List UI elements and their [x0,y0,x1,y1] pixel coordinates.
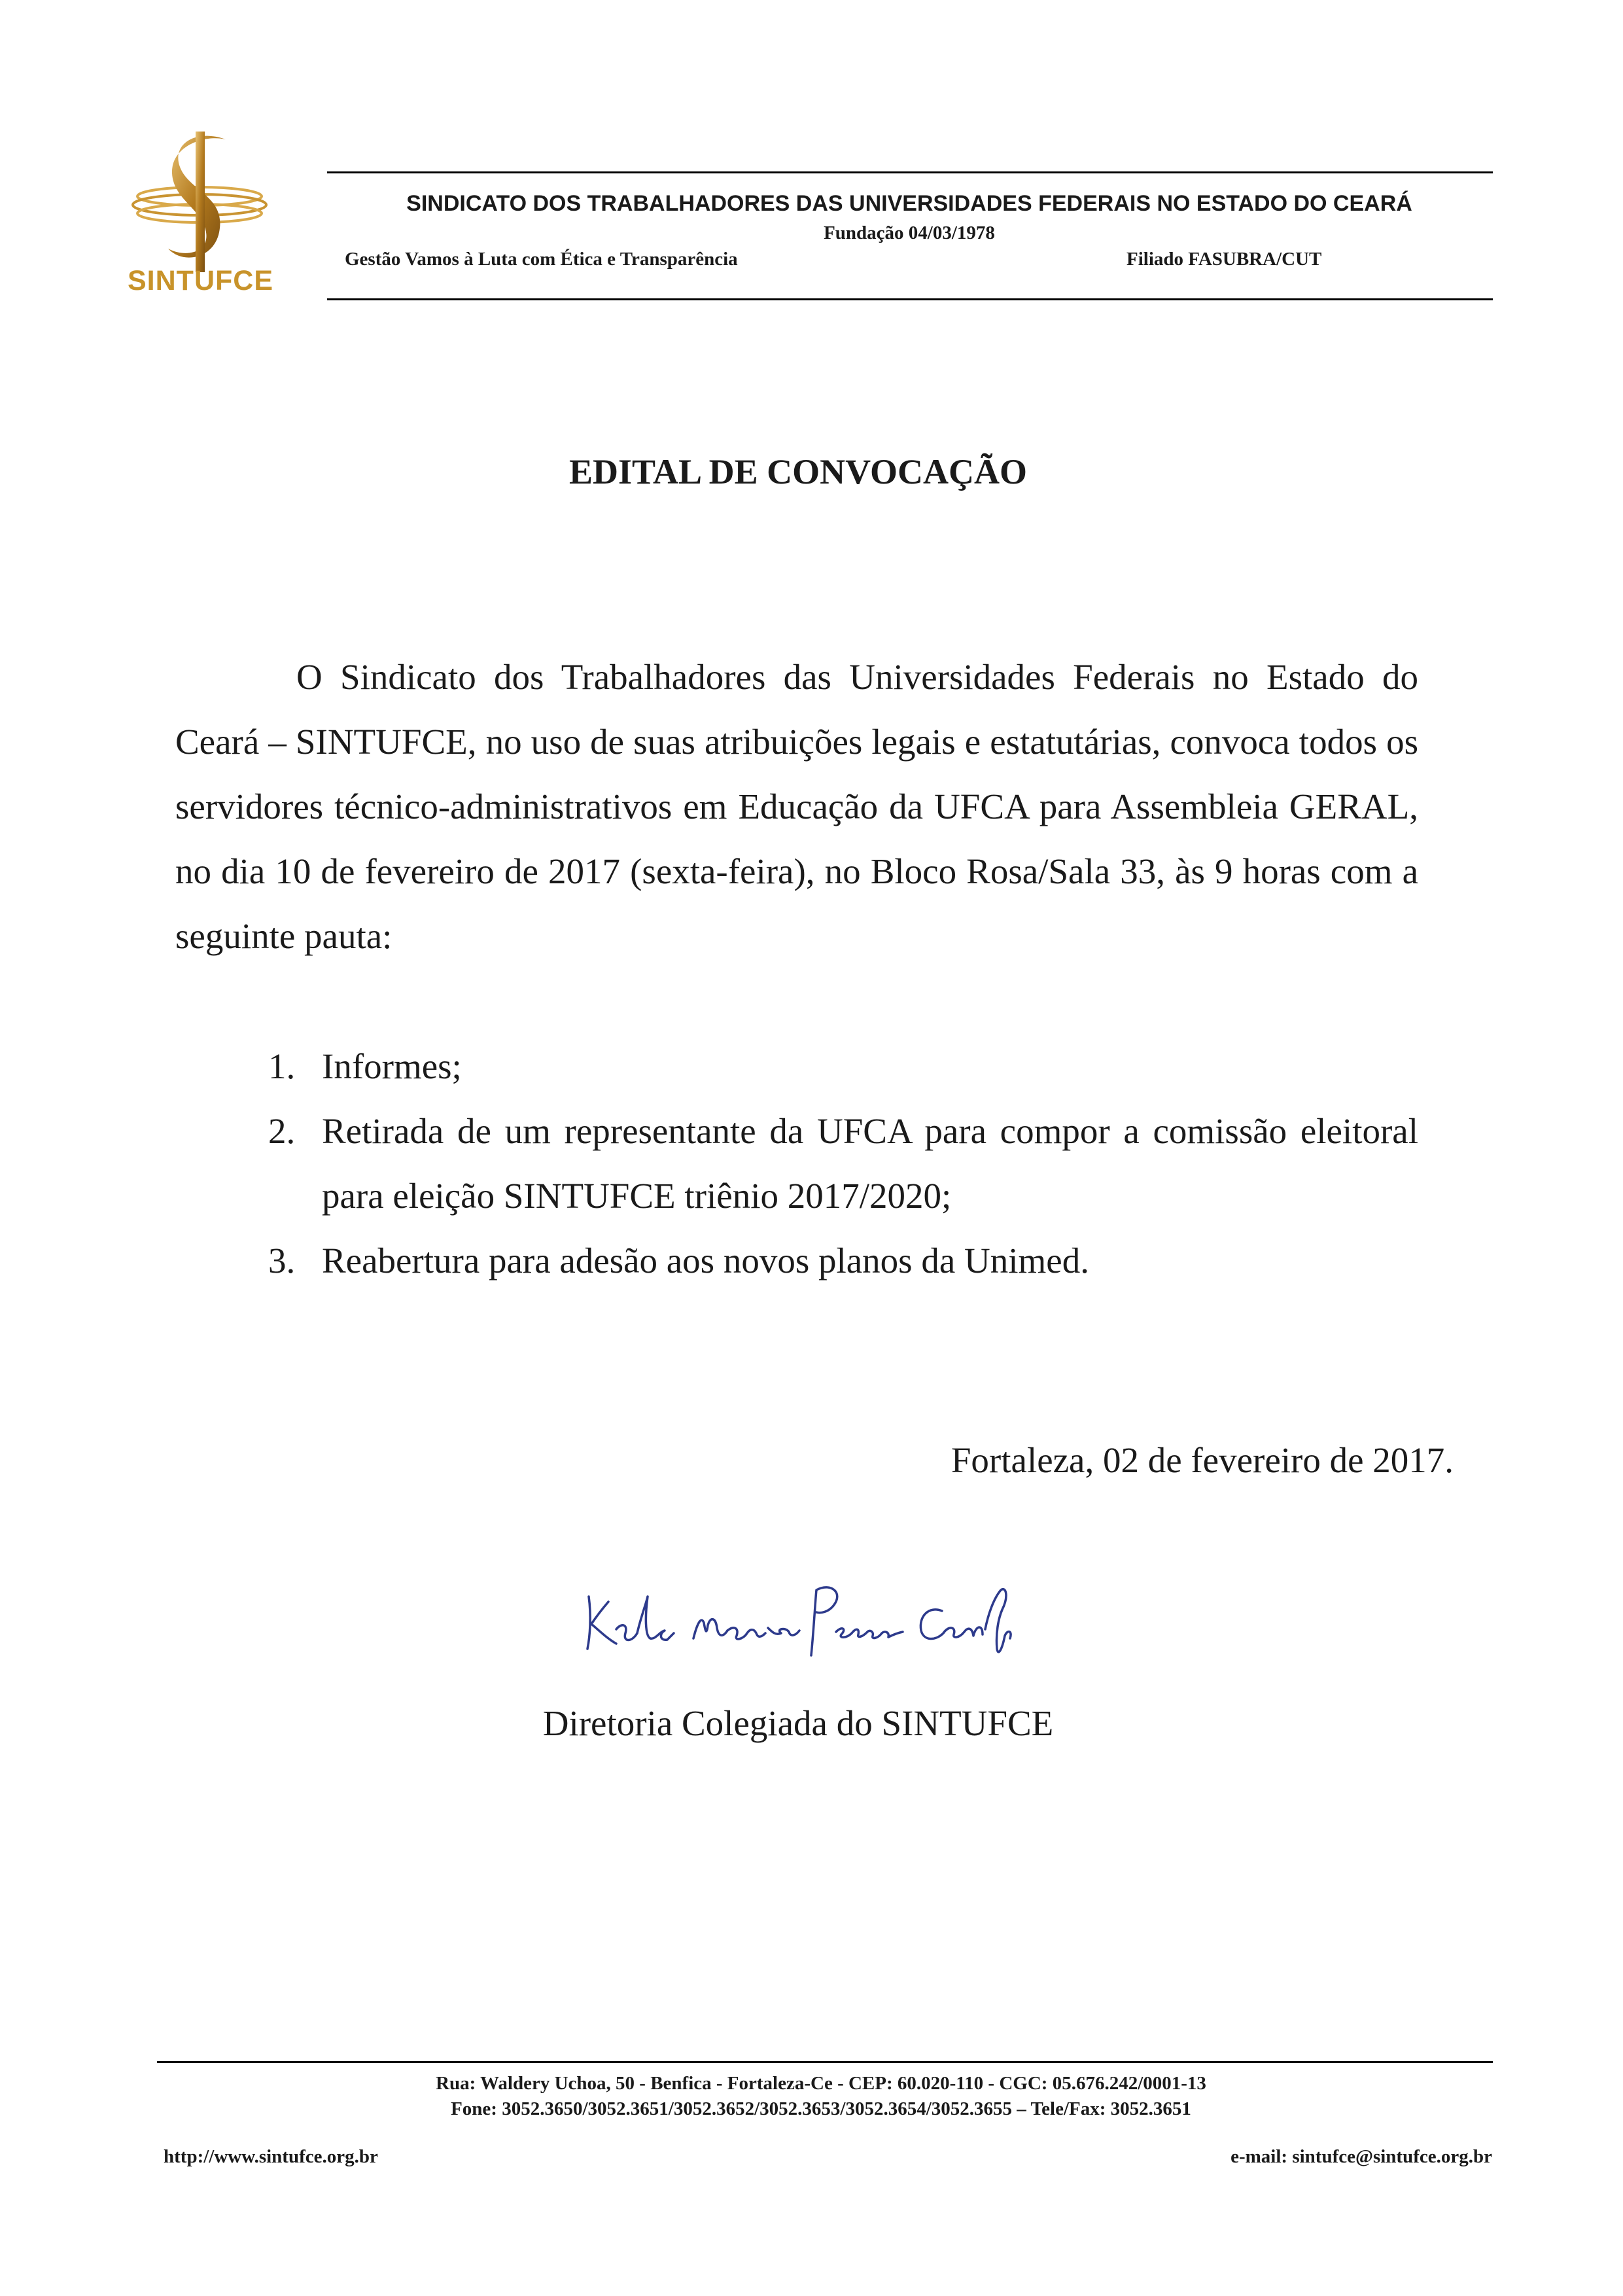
affiliation: Filiado FASUBRA/CUT [1126,249,1322,270]
header-top-rule [327,171,1493,173]
footer-address-block [157,2071,1485,2122]
footer-rule [157,2061,1493,2063]
signatory: Diretoria Colegiada do SINTUFCE [542,1703,1054,1743]
logo-text: SINTUFCE [128,265,273,296]
founding-date: Fundação 04/03/1978 [824,222,995,243]
convocation-paragraph: O Sindicato dos Trabalhadores das Universidades Federais no Estado do Ceará – SINTUFCE, no uso de suas atribuições legais e estatutárias, convoca todos os servidores técnico-administrativos em Educação da UFCA para Assembleia GERAL, no dia 10 de fevereiro de 2017 (sexta-feira), no Bloco Rosa/Sala 33, às 9 horas com a seguinte pauta: [175,657,1418,956]
email-link[interactable]: e-mail: sintufce@sintufce.org.br [1230,2146,1492,2167]
header-bottom-rule [327,298,1493,300]
place-and-date: Fortaleza, 02 de fevereiro de 2017. [951,1440,1454,1480]
website-link[interactable]: http://www.sintufce.org.br [164,2146,378,2167]
handwritten-signature [582,1570,1014,1662]
item-number: 3. [268,1241,296,1280]
item-number: 1. [268,1046,296,1086]
item-text: Retirada de um representante da UFCA para compor a comissão eleitoral para eleição SINTUFCE triênio 2017/2020; [322,1111,1418,1216]
item-text: Informes; [322,1046,462,1086]
organization-name: SINDICATO DOS TRABALHADORES DAS UNIVERSIDADES FEDERAIS NO ESTADO DO CEARÁ [406,191,1412,216]
document-title: EDITAL DE CONVOCAÇÃO [569,452,1027,491]
footer-address: Rua: Waldery Uchoa, 50 - Benfica - Fortaleza-Ce - CEP: 60.020-110 - CGC: 05.676.242/0001-13 [436,2073,1206,2094]
item-text: Reabertura para adesão aos novos planos da Unimed. [322,1241,1089,1280]
list-item [268,1099,1418,1228]
footer-phones: Fone: 3052.3650/3052.3651/3052.3652/3052.3653/3052.3654/3052.3655 – Tele/Fax: 3052.3651 [451,2098,1191,2119]
agenda-list [268,1034,1418,1293]
list-item [268,1034,1418,1099]
list-item [268,1228,1418,1293]
management-name: Gestão Vamos à Luta com Ética e Transparência [345,249,738,270]
item-number: 2. [268,1111,296,1151]
